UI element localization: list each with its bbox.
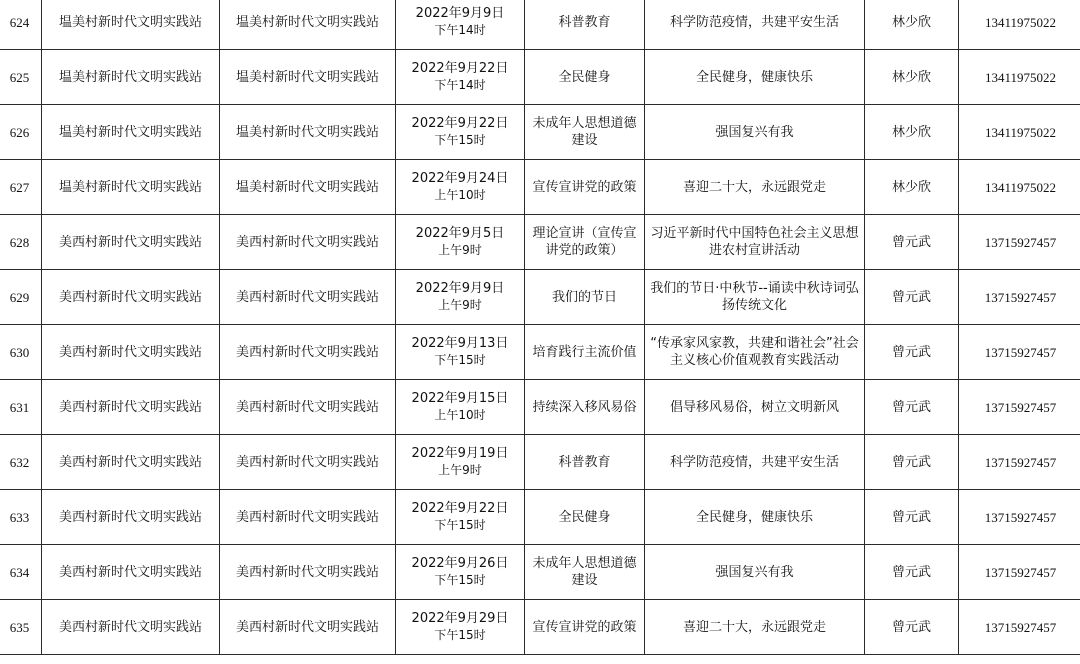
organizer-name: 美西村新时代文明实践站 <box>220 270 396 325</box>
table-row <box>0 435 1080 490</box>
activity-time <box>396 105 525 160</box>
contact-phone: 13411975022 <box>959 105 1080 160</box>
table-row <box>0 545 1080 600</box>
activity-category: 科普教育 <box>525 0 645 50</box>
contact-person: 林少欣 <box>865 50 959 105</box>
organizer-name: 美西村新时代文明实践站 <box>220 215 396 270</box>
table-row <box>0 490 1080 545</box>
organizer-name: 塭美村新时代文明实践站 <box>220 160 396 215</box>
row-number: 627 <box>0 160 42 215</box>
activity-category: 持续深入移风易俗 <box>525 380 645 435</box>
activity-date: 2022年9月26日 <box>411 556 509 571</box>
table-row <box>0 50 1080 105</box>
activity-date: 2022年9月15日 <box>411 391 509 406</box>
activity-theme: 强国复兴有我 <box>645 105 865 160</box>
site-name: 塭美村新时代文明实践站 <box>42 50 220 105</box>
site-name: 美西村新时代文明实践站 <box>42 325 220 380</box>
organizer-name: 塭美村新时代文明实践站 <box>220 0 396 50</box>
table-row <box>0 600 1080 655</box>
contact-phone: 13715927457 <box>959 545 1080 600</box>
contact-person: 林少欣 <box>865 105 959 160</box>
contact-person: 曾元武 <box>865 325 959 380</box>
activity-time <box>396 490 525 545</box>
activity-theme: 喜迎二十大，永远跟党走 <box>645 160 865 215</box>
activity-category: 全民健身 <box>525 50 645 105</box>
activity-time <box>396 160 525 215</box>
site-name: 美西村新时代文明实践站 <box>42 270 220 325</box>
row-number: 626 <box>0 105 42 160</box>
activity-theme: 倡导移风易俗，树立文明新风 <box>645 380 865 435</box>
activity-theme: 全民健身，健康快乐 <box>645 50 865 105</box>
table-row <box>0 160 1080 215</box>
site-name: 美西村新时代文明实践站 <box>42 545 220 600</box>
organizer-name: 美西村新时代文明实践站 <box>220 545 396 600</box>
table-row <box>0 215 1080 270</box>
activity-time <box>396 50 525 105</box>
row-number: 631 <box>0 380 42 435</box>
activity-category: 理论宣讲（宣传宣讲党的政策） <box>525 215 645 270</box>
row-number: 624 <box>0 0 42 50</box>
activity-time <box>396 0 525 50</box>
activity-time <box>396 380 525 435</box>
contact-phone: 13715927457 <box>959 270 1080 325</box>
row-number: 630 <box>0 325 42 380</box>
activity-category: 科普教育 <box>525 435 645 490</box>
contact-person: 曾元武 <box>865 545 959 600</box>
organizer-name: 美西村新时代文明实践站 <box>220 325 396 380</box>
contact-phone: 13715927457 <box>959 325 1080 380</box>
contact-person: 曾元武 <box>865 215 959 270</box>
activity-date: 2022年9月5日 <box>415 226 505 241</box>
activity-time <box>396 215 525 270</box>
activity-hour: 上午9时 <box>438 463 482 477</box>
organizer-name: 美西村新时代文明实践站 <box>220 600 396 655</box>
activity-date: 2022年9月9日 <box>415 281 505 296</box>
contact-person: 曾元武 <box>865 490 959 545</box>
organizer-name: 塭美村新时代文明实践站 <box>220 105 396 160</box>
activity-date: 2022年9月22日 <box>411 116 509 131</box>
activity-time <box>396 600 525 655</box>
contact-phone: 13715927457 <box>959 380 1080 435</box>
contact-phone: 13411975022 <box>959 160 1080 215</box>
table-row <box>0 105 1080 160</box>
activity-time <box>396 270 525 325</box>
row-number: 629 <box>0 270 42 325</box>
activity-time <box>396 545 525 600</box>
activity-hour: 下午15时 <box>434 518 486 532</box>
organizer-name: 美西村新时代文明实践站 <box>220 490 396 545</box>
row-number: 634 <box>0 545 42 600</box>
site-name: 塭美村新时代文明实践站 <box>42 0 220 50</box>
contact-phone: 13715927457 <box>959 215 1080 270</box>
organizer-name: 美西村新时代文明实践站 <box>220 435 396 490</box>
contact-phone: 13715927457 <box>959 600 1080 655</box>
contact-person: 曾元武 <box>865 380 959 435</box>
activity-hour: 下午15时 <box>434 573 486 587</box>
site-name: 美西村新时代文明实践站 <box>42 490 220 545</box>
activity-time <box>396 325 525 380</box>
contact-phone: 13411975022 <box>959 50 1080 105</box>
activity-category: 未成年人思想道德建设 <box>525 545 645 600</box>
activity-date: 2022年9月22日 <box>411 61 509 76</box>
contact-person: 曾元武 <box>865 600 959 655</box>
contact-phone: 13715927457 <box>959 435 1080 490</box>
activity-category: 全民健身 <box>525 490 645 545</box>
site-name: 塭美村新时代文明实践站 <box>42 160 220 215</box>
activity-category: 宣传宣讲党的政策 <box>525 160 645 215</box>
contact-person: 林少欣 <box>865 0 959 50</box>
site-name: 美西村新时代文明实践站 <box>42 435 220 490</box>
activity-theme: 科学防范疫情，共建平安生活 <box>645 0 865 50</box>
organizer-name: 美西村新时代文明实践站 <box>220 380 396 435</box>
activity-date: 2022年9月13日 <box>411 336 509 351</box>
row-number: 625 <box>0 50 42 105</box>
activity-hour: 下午15时 <box>434 353 486 367</box>
activity-hour: 上午9时 <box>438 298 482 312</box>
contact-person: 林少欣 <box>865 160 959 215</box>
activity-theme: 全民健身，健康快乐 <box>645 490 865 545</box>
activity-hour: 下午14时 <box>434 23 486 37</box>
activity-hour: 上午10时 <box>434 188 486 202</box>
contact-person: 曾元武 <box>865 270 959 325</box>
activity-hour: 下午14时 <box>434 78 486 92</box>
activity-category: 我们的节日 <box>525 270 645 325</box>
row-number: 628 <box>0 215 42 270</box>
site-name: 美西村新时代文明实践站 <box>42 215 220 270</box>
activity-date: 2022年9月9日 <box>415 6 505 21</box>
table-row <box>0 380 1080 435</box>
site-name: 塭美村新时代文明实践站 <box>42 105 220 160</box>
activity-date: 2022年9月29日 <box>411 611 509 626</box>
activity-category: 宣传宣讲党的政策 <box>525 600 645 655</box>
activity-hour: 上午9时 <box>438 243 482 257</box>
table-row <box>0 270 1080 325</box>
contact-phone: 13411975022 <box>959 0 1080 50</box>
table-row <box>0 325 1080 380</box>
activity-hour: 上午10时 <box>434 408 486 422</box>
contact-phone: 13715927457 <box>959 490 1080 545</box>
site-name: 美西村新时代文明实践站 <box>42 600 220 655</box>
activity-date: 2022年9月22日 <box>411 501 509 516</box>
site-name: 美西村新时代文明实践站 <box>42 380 220 435</box>
activity-theme: 强国复兴有我 <box>645 545 865 600</box>
activity-theme: “传承家风家教，共建和谐社会”社会主义核心价值观教育实践活动 <box>645 325 865 380</box>
activity-theme: 我们的节日·中秋节--诵读中秋诗词弘扬传统文化 <box>645 270 865 325</box>
contact-person: 曾元武 <box>865 435 959 490</box>
row-number: 635 <box>0 600 42 655</box>
activity-category: 培育践行主流价值 <box>525 325 645 380</box>
activity-date: 2022年9月19日 <box>411 446 509 461</box>
row-number: 633 <box>0 490 42 545</box>
activity-hour: 下午15时 <box>434 628 486 642</box>
activity-category: 未成年人思想道德建设 <box>525 105 645 160</box>
row-number: 632 <box>0 435 42 490</box>
activity-theme: 科学防范疫情，共建平安生活 <box>645 435 865 490</box>
activity-theme: 习近平新时代中国特色社会主义思想进农村宣讲活动 <box>645 215 865 270</box>
activity-hour: 下午15时 <box>434 133 486 147</box>
activity-date: 2022年9月24日 <box>411 171 509 186</box>
table-row <box>0 0 1080 50</box>
activity-theme: 喜迎二十大，永远跟党走 <box>645 600 865 655</box>
activity-time <box>396 435 525 490</box>
organizer-name: 塭美村新时代文明实践站 <box>220 50 396 105</box>
